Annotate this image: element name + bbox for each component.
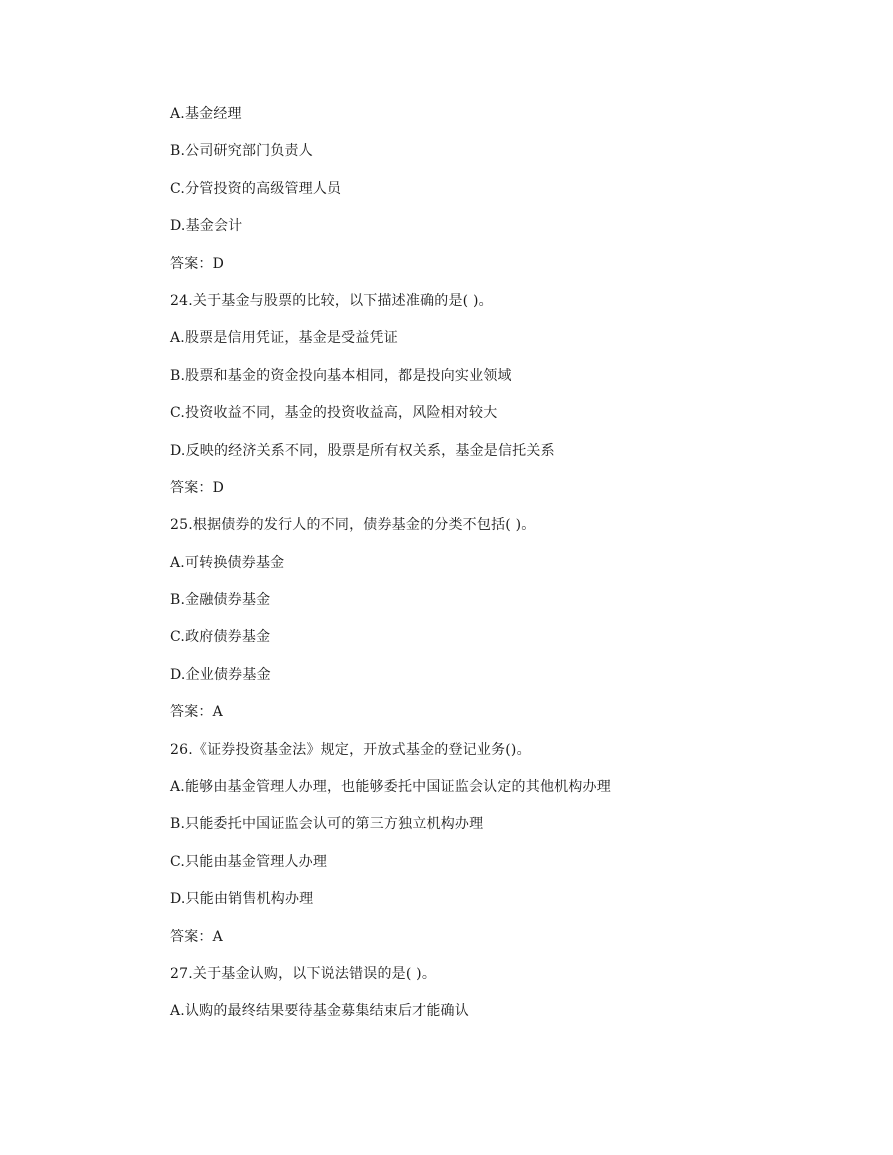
answer-text: 答案：A — [170, 704, 223, 721]
option-text: D.只能由销售机构办理 — [170, 891, 314, 908]
answer-text: 答案：D — [170, 255, 225, 272]
option-text: A.可转换债券基金 — [170, 554, 285, 571]
option-text: C.政府债券基金 — [170, 629, 271, 646]
option-text: B.公司研究部门负责人 — [170, 143, 313, 160]
answer-text: 答案：A — [170, 928, 223, 945]
option-text: C.分管投资的高级管理人员 — [170, 180, 342, 197]
document-body — [170, 104, 860, 1039]
question-text: 27.关于基金认购，以下说法错误的是( )。 — [170, 965, 437, 982]
option-text: B.只能委托中国证监会认可的第三方独立机构办理 — [170, 816, 484, 833]
option-text: A.能够由基金管理人办理，也能够委托中国证监会认定的其他机构办理 — [170, 779, 611, 796]
question-text: 25.根据债券的发行人的不同，债券基金的分类不包括( )。 — [170, 517, 536, 534]
option-text: D.反映的经济关系不同，股票是所有权关系，基金是信托关系 — [170, 442, 555, 459]
option-text: A.基金经理 — [170, 106, 242, 122]
option-text: D.基金会计 — [170, 218, 243, 235]
answer-text: 答案：D — [170, 479, 225, 496]
option-text: B.金融债券基金 — [170, 592, 271, 609]
question-text: 24.关于基金与股票的比较，以下描述准确的是( )。 — [170, 292, 493, 309]
option-text: A.认购的最终结果要待基金募集结束后才能确认 — [170, 1003, 469, 1020]
option-text: A.股票是信用凭证，基金是受益凭证 — [170, 330, 398, 347]
option-text: B.股票和基金的资金投向基本相同，都是投向实业领域 — [170, 367, 512, 384]
option-text: D.企业债券基金 — [170, 666, 271, 683]
option-text: C.投资收益不同，基金的投资收益高，风险相对较大 — [170, 405, 498, 422]
option-text: C.只能由基金管理人办理 — [170, 853, 328, 870]
question-text: 26.《证券投资基金法》规定，开放式基金的登记业务()。 — [170, 741, 531, 758]
